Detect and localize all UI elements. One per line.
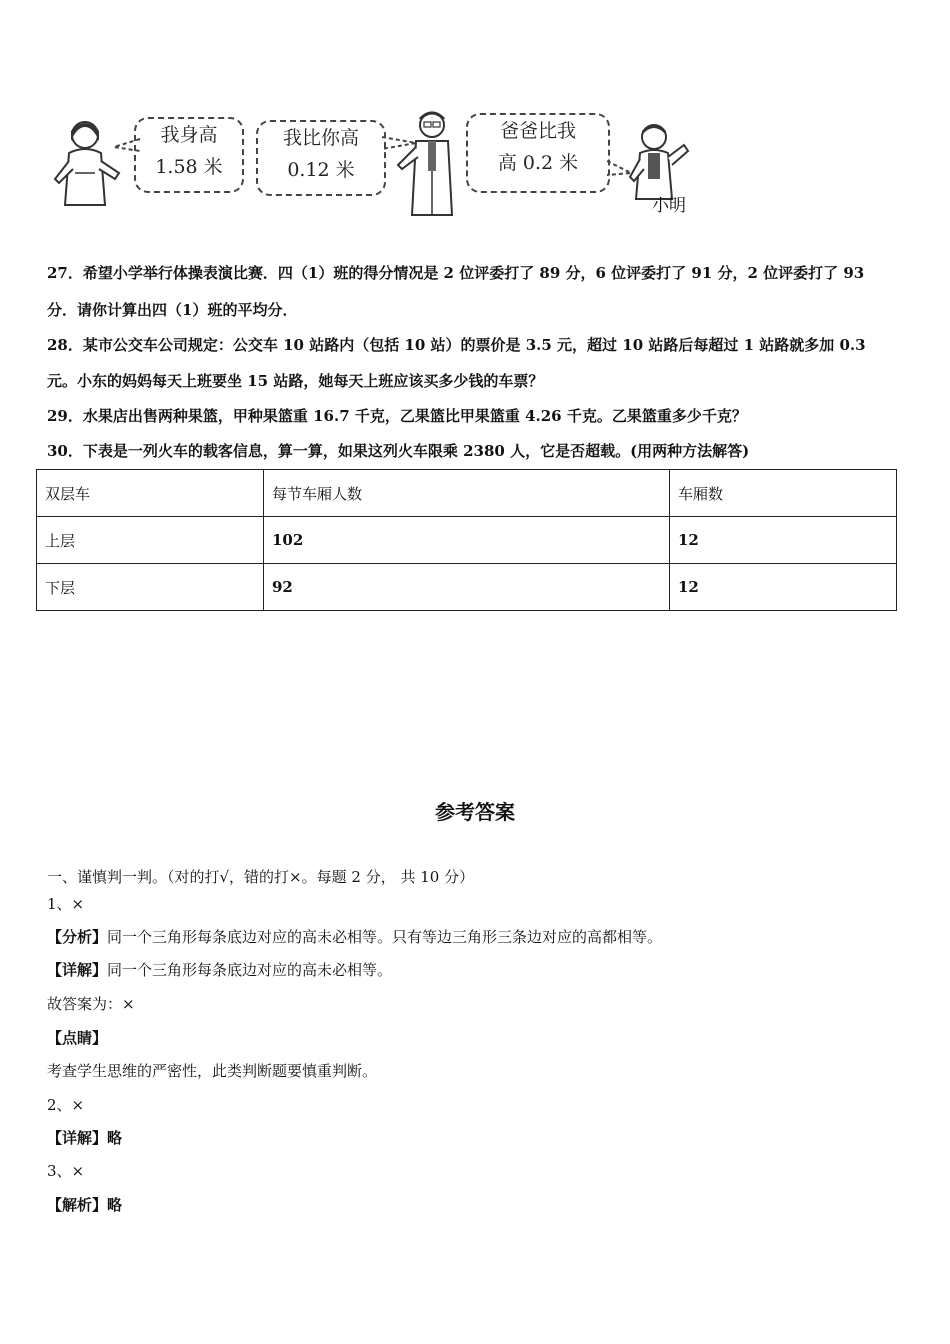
analysis-tag: 【解析】 (47, 1196, 108, 1214)
table-row (37, 564, 897, 611)
detail-tag: 【详解】 (47, 961, 108, 979)
father-figure-icon (392, 107, 470, 217)
table-cell: 12 (670, 517, 897, 564)
answer-3: 3、× (47, 1162, 85, 1180)
table-cell: 92 (264, 564, 670, 611)
answer-3-analysis (47, 1194, 122, 1215)
bubble-girl: 我身高 1.58 米 (134, 117, 244, 193)
table-header-cell: 车厢数 (670, 470, 897, 517)
question-27-line1: 27．希望小学举行体操表演比赛．四（1）班的得分情况是 2 位评委打了 89 分，6 位评委打了 91 分，2 位评委打了 93 (47, 264, 865, 282)
analysis-tag: 【分析】 (47, 928, 108, 946)
girl-figure-icon (45, 113, 125, 213)
table-cell: 下层 (37, 564, 264, 611)
question-28-line1: 28．某市公交车公司规定：公交车 10 站路内（包括 10 站）的票价是 3.5 元，超过 10 站路后每超过 1 站路就多加 0.3 (47, 336, 866, 354)
analysis-text: 略 (107, 1196, 123, 1214)
answers-section-heading: 一、谨慎判一判。（对的打√，错的打×。每题 2 分， 共 10 分） (47, 868, 475, 886)
question-28-line2: 元。小东的妈妈每天上班要坐 15 站路，她每天上班应该买多少钱的车票？ (47, 372, 544, 390)
answer-2: 2、× (47, 1096, 85, 1114)
height-comparison-illustration (40, 105, 720, 220)
table-header-cell: 双层车 (37, 470, 264, 517)
question-30: 30．下表是一列火车的载客信息，算一算，如果这列火车限乘 2380 人，它是否超载。(用两种方法解答) (47, 442, 750, 460)
bubble-boy: 爸爸比我 高 0.2 米 (466, 113, 610, 193)
table-cell: 12 (670, 564, 897, 611)
table-cell: 102 (264, 517, 670, 564)
question-27-line2: 分．请你计算出四（1）班的平均分． (47, 301, 298, 319)
answer-1: 1、× (47, 895, 85, 913)
question-29: 29．水果店出售两种果篮，甲种果篮重 16.7 千克，乙果篮比甲果篮重 4.26 千克。乙果篮重多少千克？ (47, 407, 747, 425)
analysis-text: 同一个三角形每条底边对应的高未必相等。只有等边三角形三条边对应的高都相等。 (107, 928, 663, 946)
train-capacity-table (36, 469, 897, 611)
table-header-cell: 每节车厢人数 (264, 470, 670, 517)
answer-1-comment-tag: 【点睛】 (47, 1029, 108, 1047)
answer-1-comment: 考查学生思维的严密性，此类判断题要慎重判断。 (47, 1062, 378, 1080)
answers-title: 参考答案 (435, 800, 515, 824)
boy-figure-icon (618, 119, 696, 201)
answer-1-detail (47, 959, 392, 980)
answer-1-result: 故答案为：× (47, 995, 135, 1013)
detail-tag: 【详解】 (47, 1129, 108, 1147)
label-xiaoming: 小明 (652, 196, 686, 216)
bubble-father-left: 我比你高 0.12 米 (256, 120, 386, 196)
detail-text: 同一个三角形每条底边对应的高未必相等。 (107, 961, 393, 979)
table-row (37, 470, 897, 517)
answer-1-analysis (47, 926, 662, 947)
detail-text: 略 (107, 1129, 123, 1147)
table-cell: 上层 (37, 517, 264, 564)
table-row (37, 517, 897, 564)
answer-2-detail (47, 1127, 122, 1148)
